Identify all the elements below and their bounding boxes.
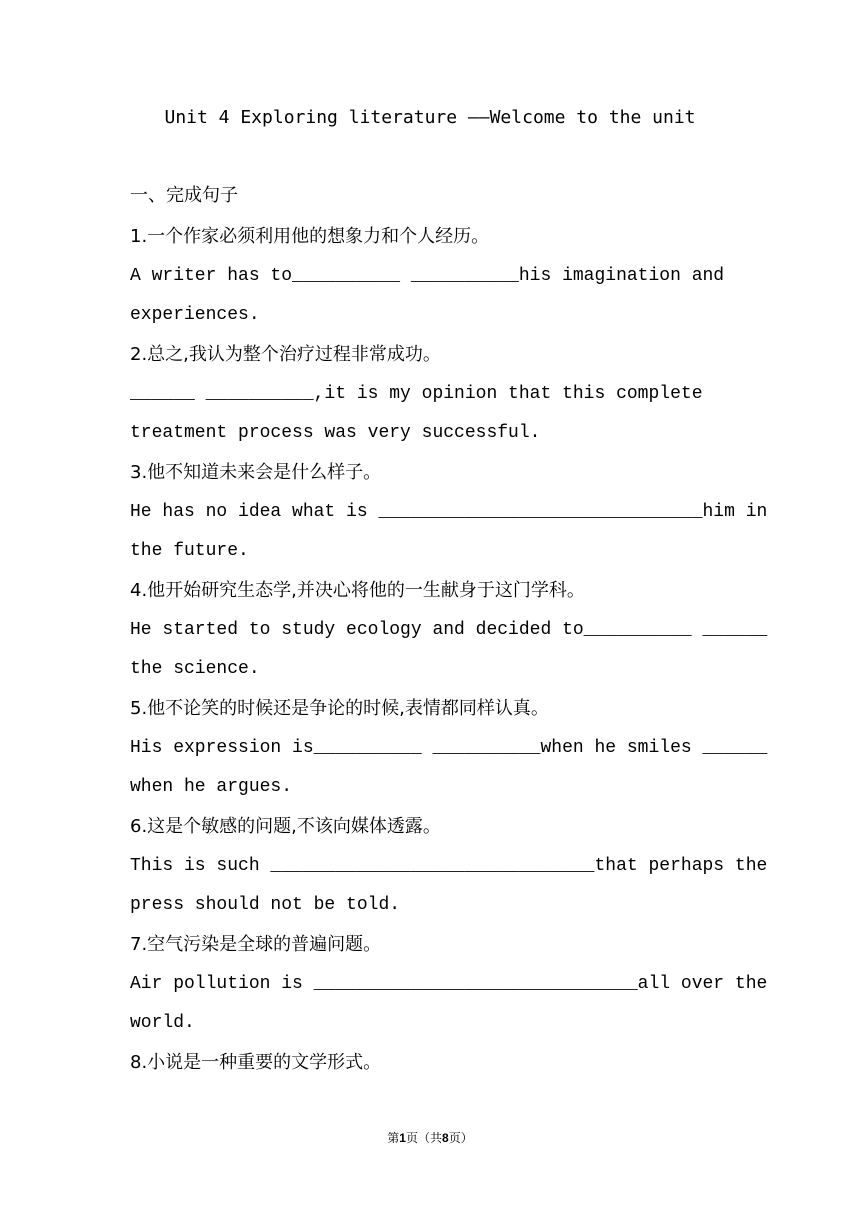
answer-line: experiences. — [130, 305, 260, 325]
page-footer — [0, 1128, 860, 1148]
answer-line: He started to study ecology and decided to__________ ______ — [130, 620, 768, 640]
footer-page-number: 1 — [399, 1131, 406, 1145]
footer-prefix: 第 — [387, 1131, 400, 1145]
section-heading: 一、完成句子 — [130, 185, 238, 206]
answer-line: ______ __________,it is my opinion that this complete — [130, 384, 703, 404]
page-title: Unit 4 Exploring literature ——Welcome to the unit — [164, 107, 696, 128]
answer-line: He has no idea what is ______________________________him in — [130, 502, 768, 522]
answer-line: A writer has to__________ __________his imagination and — [130, 266, 725, 286]
answer-line: His expression is__________ __________when he smiles ______ — [130, 738, 768, 758]
answer-line: world. — [130, 1013, 195, 1033]
question-prompt: 4.他开始研究生态学,并决心将他的一生献身于这门学科。 — [130, 580, 585, 601]
answer-line: when he argues. — [130, 777, 293, 797]
answer-line: press should not be told. — [130, 895, 401, 915]
footer-page-total: 8 — [442, 1131, 449, 1145]
answer-line: Air pollution is ______________________________all over the — [130, 974, 768, 994]
question-prompt: 1.一个作家必须利用他的想象力和个人经历。 — [130, 226, 490, 247]
answer-line: the science. — [130, 659, 260, 679]
footer-suffix: 页） — [448, 1131, 473, 1145]
question-prompt: 8.小说是一种重要的文学形式。 — [130, 1052, 382, 1073]
answer-line: the future. — [130, 541, 249, 561]
question-prompt: 3.他不知道未来会是什么样子。 — [130, 462, 382, 483]
question-prompt: 2.总之,我认为整个治疗过程非常成功。 — [130, 344, 441, 365]
footer-middle: 页（共 — [405, 1131, 442, 1145]
question-prompt: 6.这是个敏感的问题,不该向媒体透露。 — [130, 816, 441, 837]
question-prompt: 5.他不论笑的时候还是争论的时候,表情都同样认真。 — [130, 698, 549, 719]
answer-line: treatment process was very successful. — [130, 423, 541, 443]
question-prompt: 7.空气污染是全球的普遍问题。 — [130, 934, 382, 955]
answer-line: This is such ______________________________that perhaps the — [130, 856, 768, 876]
